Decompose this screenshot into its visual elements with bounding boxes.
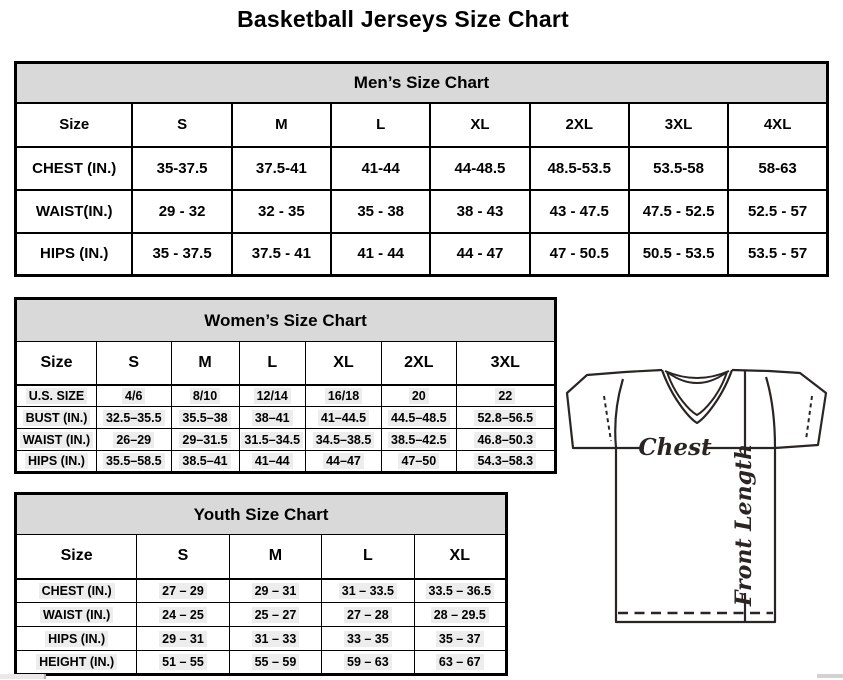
right-armhole-seam (766, 377, 775, 448)
column-header-row (16, 342, 556, 385)
value-cell (229, 603, 321, 627)
table-title-row (16, 63, 828, 103)
column-header: 2XL (382, 342, 457, 385)
highlighted-text: 31.5–34.5 (241, 432, 303, 448)
value-cell (322, 579, 414, 603)
value-cell (322, 627, 414, 651)
value-cell: 37.5 - 41 (232, 233, 331, 276)
row-label (16, 451, 97, 473)
value-cell (239, 451, 305, 473)
highlighted-text: 31 – 33.5 (339, 583, 397, 599)
column-header: M (171, 342, 239, 385)
value-cell: 47.5 - 52.5 (629, 190, 728, 233)
womens-size-chart-table (14, 297, 557, 474)
row-label (16, 603, 137, 627)
value-cell: 47 - 50.5 (530, 233, 629, 276)
value-cell (456, 385, 555, 407)
table-title: Men’s Size Chart (16, 63, 828, 103)
column-header-row (16, 535, 507, 579)
value-cell (96, 385, 171, 407)
chest-label: Chest (638, 434, 712, 461)
value-cell (137, 603, 229, 627)
value-cell: 44 - 47 (430, 233, 529, 276)
value-cell: 32 - 35 (232, 190, 331, 233)
column-header: 3XL (456, 342, 555, 385)
value-cell (171, 429, 239, 451)
value-cell (456, 407, 555, 429)
column-header: XL (305, 342, 381, 385)
highlighted-text: 16/18 (325, 388, 362, 404)
value-cell (414, 651, 506, 675)
row-label: CHEST (IN.) (16, 147, 133, 190)
column-header: L (239, 342, 305, 385)
highlighted-text: 46.8–50.3 (474, 432, 536, 448)
value-cell: 37.5-41 (232, 147, 331, 190)
value-cell (414, 579, 506, 603)
table-row (16, 603, 507, 627)
value-cell (456, 451, 555, 473)
highlighted-text: HIPS (IN.) (25, 453, 88, 469)
column-header: XL (414, 535, 506, 579)
column-header: M (232, 103, 331, 147)
scrollbar-fragment-right[interactable] (817, 674, 843, 678)
table-row (16, 627, 507, 651)
highlighted-text: HEIGHT (IN.) (36, 654, 117, 670)
highlighted-text: 31 – 33 (252, 631, 300, 647)
highlighted-text: 29 – 31 (159, 631, 207, 647)
value-cell (305, 385, 381, 407)
row-label (16, 579, 137, 603)
highlighted-text: 44–47 (323, 453, 364, 469)
value-cell (305, 407, 381, 429)
value-cell (171, 407, 239, 429)
table-row (16, 385, 556, 407)
highlighted-text: 41–44.5 (318, 410, 369, 426)
highlighted-text: 38.5–41 (179, 453, 230, 469)
highlighted-text: 52.8–56.5 (474, 410, 536, 426)
value-cell (171, 385, 239, 407)
value-cell (229, 651, 321, 675)
highlighted-text: 4/6 (122, 388, 145, 404)
row-label: WAIST(IN.) (16, 190, 133, 233)
table-row (16, 147, 828, 190)
value-cell (305, 429, 381, 451)
value-cell: 35 - 37.5 (132, 233, 231, 276)
front-length-label: Front Length (731, 443, 757, 607)
value-cell: 48.5-53.5 (530, 147, 629, 190)
highlighted-text: 54.3–58.3 (474, 453, 536, 469)
column-header: S (137, 535, 229, 579)
highlighted-text: 47–50 (398, 453, 439, 469)
highlighted-text: BUST (IN.) (23, 410, 91, 426)
highlighted-text: 26–29 (113, 432, 154, 448)
highlighted-text: U.S. SIZE (26, 388, 88, 404)
column-header: 4XL (728, 103, 827, 147)
column-header: L (331, 103, 430, 147)
table-row (16, 579, 507, 603)
table-row (16, 651, 507, 675)
row-label: HIPS (IN.) (16, 233, 133, 276)
highlighted-text: 38.5–42.5 (388, 432, 450, 448)
value-cell (239, 407, 305, 429)
page-title: Basketball Jerseys Size Chart (237, 6, 569, 32)
column-header: 2XL (530, 103, 629, 147)
value-cell (137, 627, 229, 651)
highlighted-text: 24 – 25 (159, 607, 207, 623)
value-cell: 41-44 (331, 147, 430, 190)
jersey-outline (567, 370, 826, 622)
value-cell: 29 - 32 (132, 190, 231, 233)
value-cell (322, 603, 414, 627)
highlighted-text: 12/14 (254, 388, 291, 404)
table-row (16, 429, 556, 451)
value-cell: 44-48.5 (430, 147, 529, 190)
value-cell (229, 627, 321, 651)
value-cell (382, 385, 457, 407)
value-cell (229, 579, 321, 603)
value-cell: 35-37.5 (132, 147, 231, 190)
table-title: Youth Size Chart (16, 494, 507, 535)
value-cell (137, 651, 229, 675)
left-armhole-seam (615, 379, 623, 448)
value-cell: 50.5 - 53.5 (629, 233, 728, 276)
value-cell (414, 627, 506, 651)
highlighted-text: 51 – 55 (159, 654, 207, 670)
value-cell (305, 451, 381, 473)
value-cell (239, 385, 305, 407)
column-header-row (16, 103, 828, 147)
value-cell (322, 651, 414, 675)
column-header: Size (16, 103, 133, 147)
highlighted-text: 33.5 – 36.5 (426, 583, 495, 599)
value-cell: 35 - 38 (331, 190, 430, 233)
highlighted-text: 20 (409, 388, 429, 404)
table-title-row (16, 299, 556, 342)
table-row (16, 233, 828, 276)
highlighted-text: 34.5–38.5 (313, 432, 375, 448)
highlighted-text: WAIST (IN.) (20, 432, 93, 448)
value-cell (96, 407, 171, 429)
row-label (16, 651, 137, 675)
left-cuff-dashed-line (604, 396, 611, 441)
column-header: S (96, 342, 171, 385)
highlighted-text: 29–31.5 (179, 432, 230, 448)
highlighted-text: 59 – 63 (344, 654, 392, 670)
row-label (16, 407, 97, 429)
column-header: Size (16, 342, 97, 385)
value-cell (382, 407, 457, 429)
value-cell: 52.5 - 57 (728, 190, 827, 233)
column-header: L (322, 535, 414, 579)
column-header: M (229, 535, 321, 579)
highlighted-text: 8/10 (190, 388, 220, 404)
value-cell (96, 429, 171, 451)
mens-size-chart-table (14, 61, 829, 277)
highlighted-text: WAIST (IN.) (40, 607, 113, 623)
value-cell (382, 451, 457, 473)
value-cell: 41 - 44 (331, 233, 430, 276)
value-cell: 53.5 - 57 (728, 233, 827, 276)
highlighted-text: 27 – 28 (344, 607, 392, 623)
highlighted-text: 29 – 31 (252, 583, 300, 599)
value-cell: 58-63 (728, 147, 827, 190)
highlighted-text: CHEST (IN.) (39, 583, 115, 599)
column-header: XL (430, 103, 529, 147)
right-cuff-dashed-line (806, 396, 812, 440)
value-cell (171, 451, 239, 473)
youth-size-chart-table (14, 492, 508, 676)
highlighted-text: 35.5–58.5 (103, 453, 165, 469)
jersey-diagram (555, 360, 843, 680)
highlighted-text: 44.5–48.5 (388, 410, 450, 426)
highlighted-text: 63 – 67 (436, 654, 484, 670)
highlighted-text: 33 – 35 (344, 631, 392, 647)
value-cell (414, 603, 506, 627)
highlighted-text: 22 (495, 388, 515, 404)
column-header: 3XL (629, 103, 728, 147)
highlighted-text: 41–44 (252, 453, 293, 469)
row-label (16, 385, 97, 407)
highlighted-text: 55 – 59 (252, 654, 300, 670)
row-label (16, 429, 97, 451)
highlighted-text: 27 – 29 (159, 583, 207, 599)
column-header: S (132, 103, 231, 147)
table-row (16, 407, 556, 429)
highlighted-text: 32.5–35.5 (103, 410, 165, 426)
value-cell (456, 429, 555, 451)
table-title: Women’s Size Chart (16, 299, 556, 342)
table-row (16, 451, 556, 473)
scrollbar-fragment-left[interactable] (0, 674, 46, 679)
column-header: Size (16, 535, 137, 579)
value-cell (137, 579, 229, 603)
highlighted-text: 28 – 29.5 (431, 607, 489, 623)
highlighted-text: HIPS (IN.) (45, 631, 108, 647)
value-cell: 43 - 47.5 (530, 190, 629, 233)
highlighted-text: 25 – 27 (252, 607, 300, 623)
value-cell (239, 429, 305, 451)
value-cell (96, 451, 171, 473)
value-cell (382, 429, 457, 451)
table-title-row (16, 494, 507, 535)
value-cell: 38 - 43 (430, 190, 529, 233)
row-label (16, 627, 137, 651)
highlighted-text: 35.5–38 (179, 410, 230, 426)
table-row (16, 190, 828, 233)
highlighted-text: 35 – 37 (436, 631, 484, 647)
highlighted-text: 38–41 (252, 410, 293, 426)
value-cell: 53.5-58 (629, 147, 728, 190)
